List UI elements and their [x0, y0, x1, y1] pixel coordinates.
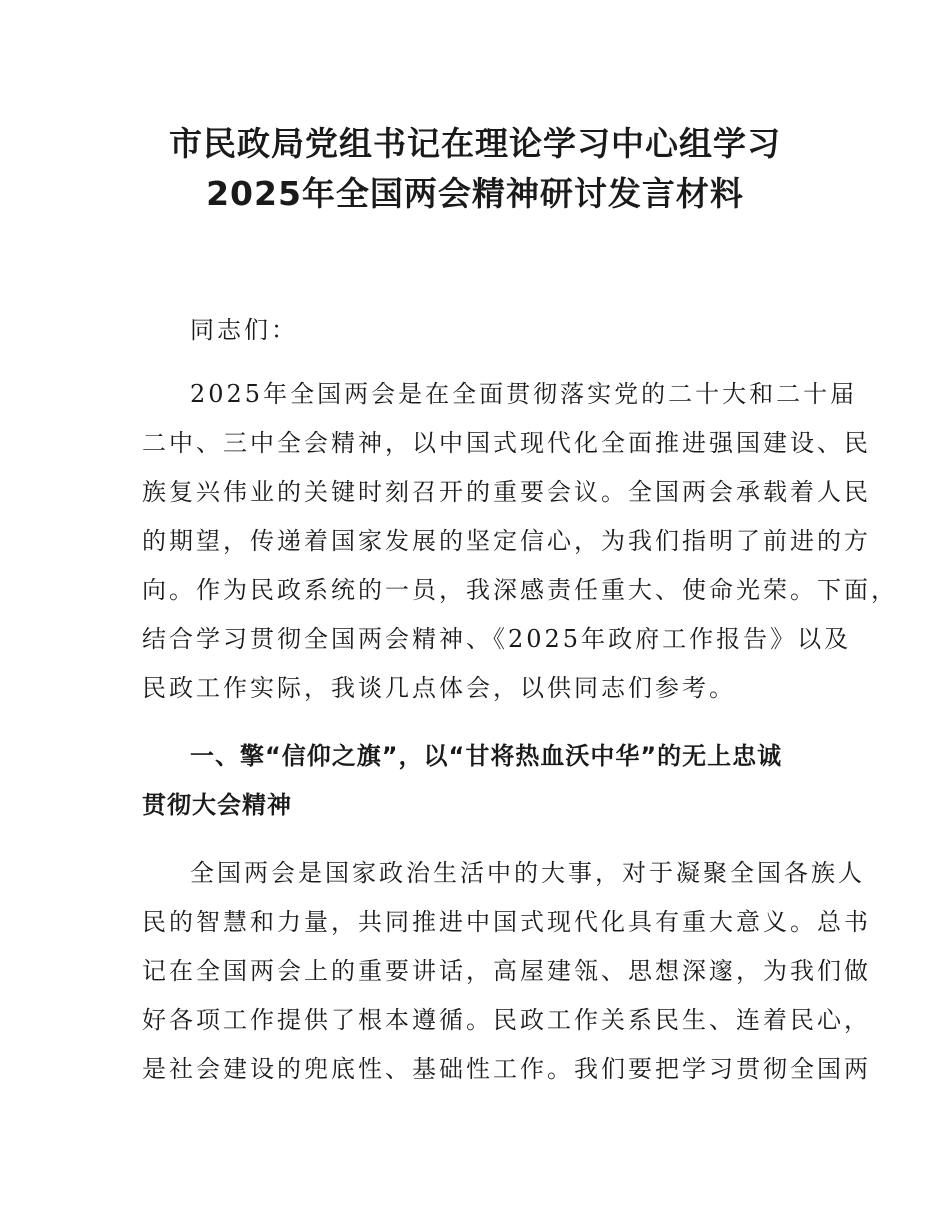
document-title-line-1: 市民政局党组书记在理论学习中心组学习 [169, 124, 781, 163]
para2-line: 民的智慧和力量，共同推进中国式现代化具有重大意义。总书 [142, 908, 871, 936]
para2-line: 好各项工作提供了根本遵循。民政工作关系民生、连着民心， [142, 1006, 871, 1034]
section-heading-1: 一、擎“信仰之旗”，以“甘将热血沃中华”的无上忠诚 [190, 742, 783, 770]
para2-line: 记在全国两会上的重要讲话，高屋建瓴、思想深邃，为我们做 [142, 957, 871, 985]
section-heading-1-cont: 贯彻大会精神 [142, 791, 292, 819]
para1-line: 结合学习贯彻全国两会精神、《2025年政府工作报告》以及 [142, 625, 852, 653]
salutation: 同志们： [190, 316, 298, 344]
para1-line: 的期望，传递着国家发展的坚定信心，为我们指明了前进的方 [142, 527, 871, 555]
para1-line: 族复兴伟业的关键时刻召开的重要会议。全国两会承载着人民 [142, 478, 871, 506]
document-title-line-2: 2025年全国两会精神研讨发言材料 [206, 174, 744, 213]
para1-line: 2025年全国两会是在全面贯彻落实党的二十大和二十届 [190, 380, 858, 408]
para2-line: 全国两会是国家政治生活中的大事，对于凝聚全国各族人 [190, 859, 865, 887]
para1-line: 向。作为民政系统的一员，我深感责任重大、使命光荣。下面， [142, 576, 898, 604]
para2-line: 是社会建设的兜底性、基础性工作。我们要把学习贯彻全国两 [142, 1055, 871, 1083]
para1-line: 民政工作实际，我谈几点体会，以供同志们参考。 [142, 674, 736, 702]
para1-line: 二中、三中全会精神，以中国式现代化全面推进强国建设、民 [142, 429, 871, 457]
